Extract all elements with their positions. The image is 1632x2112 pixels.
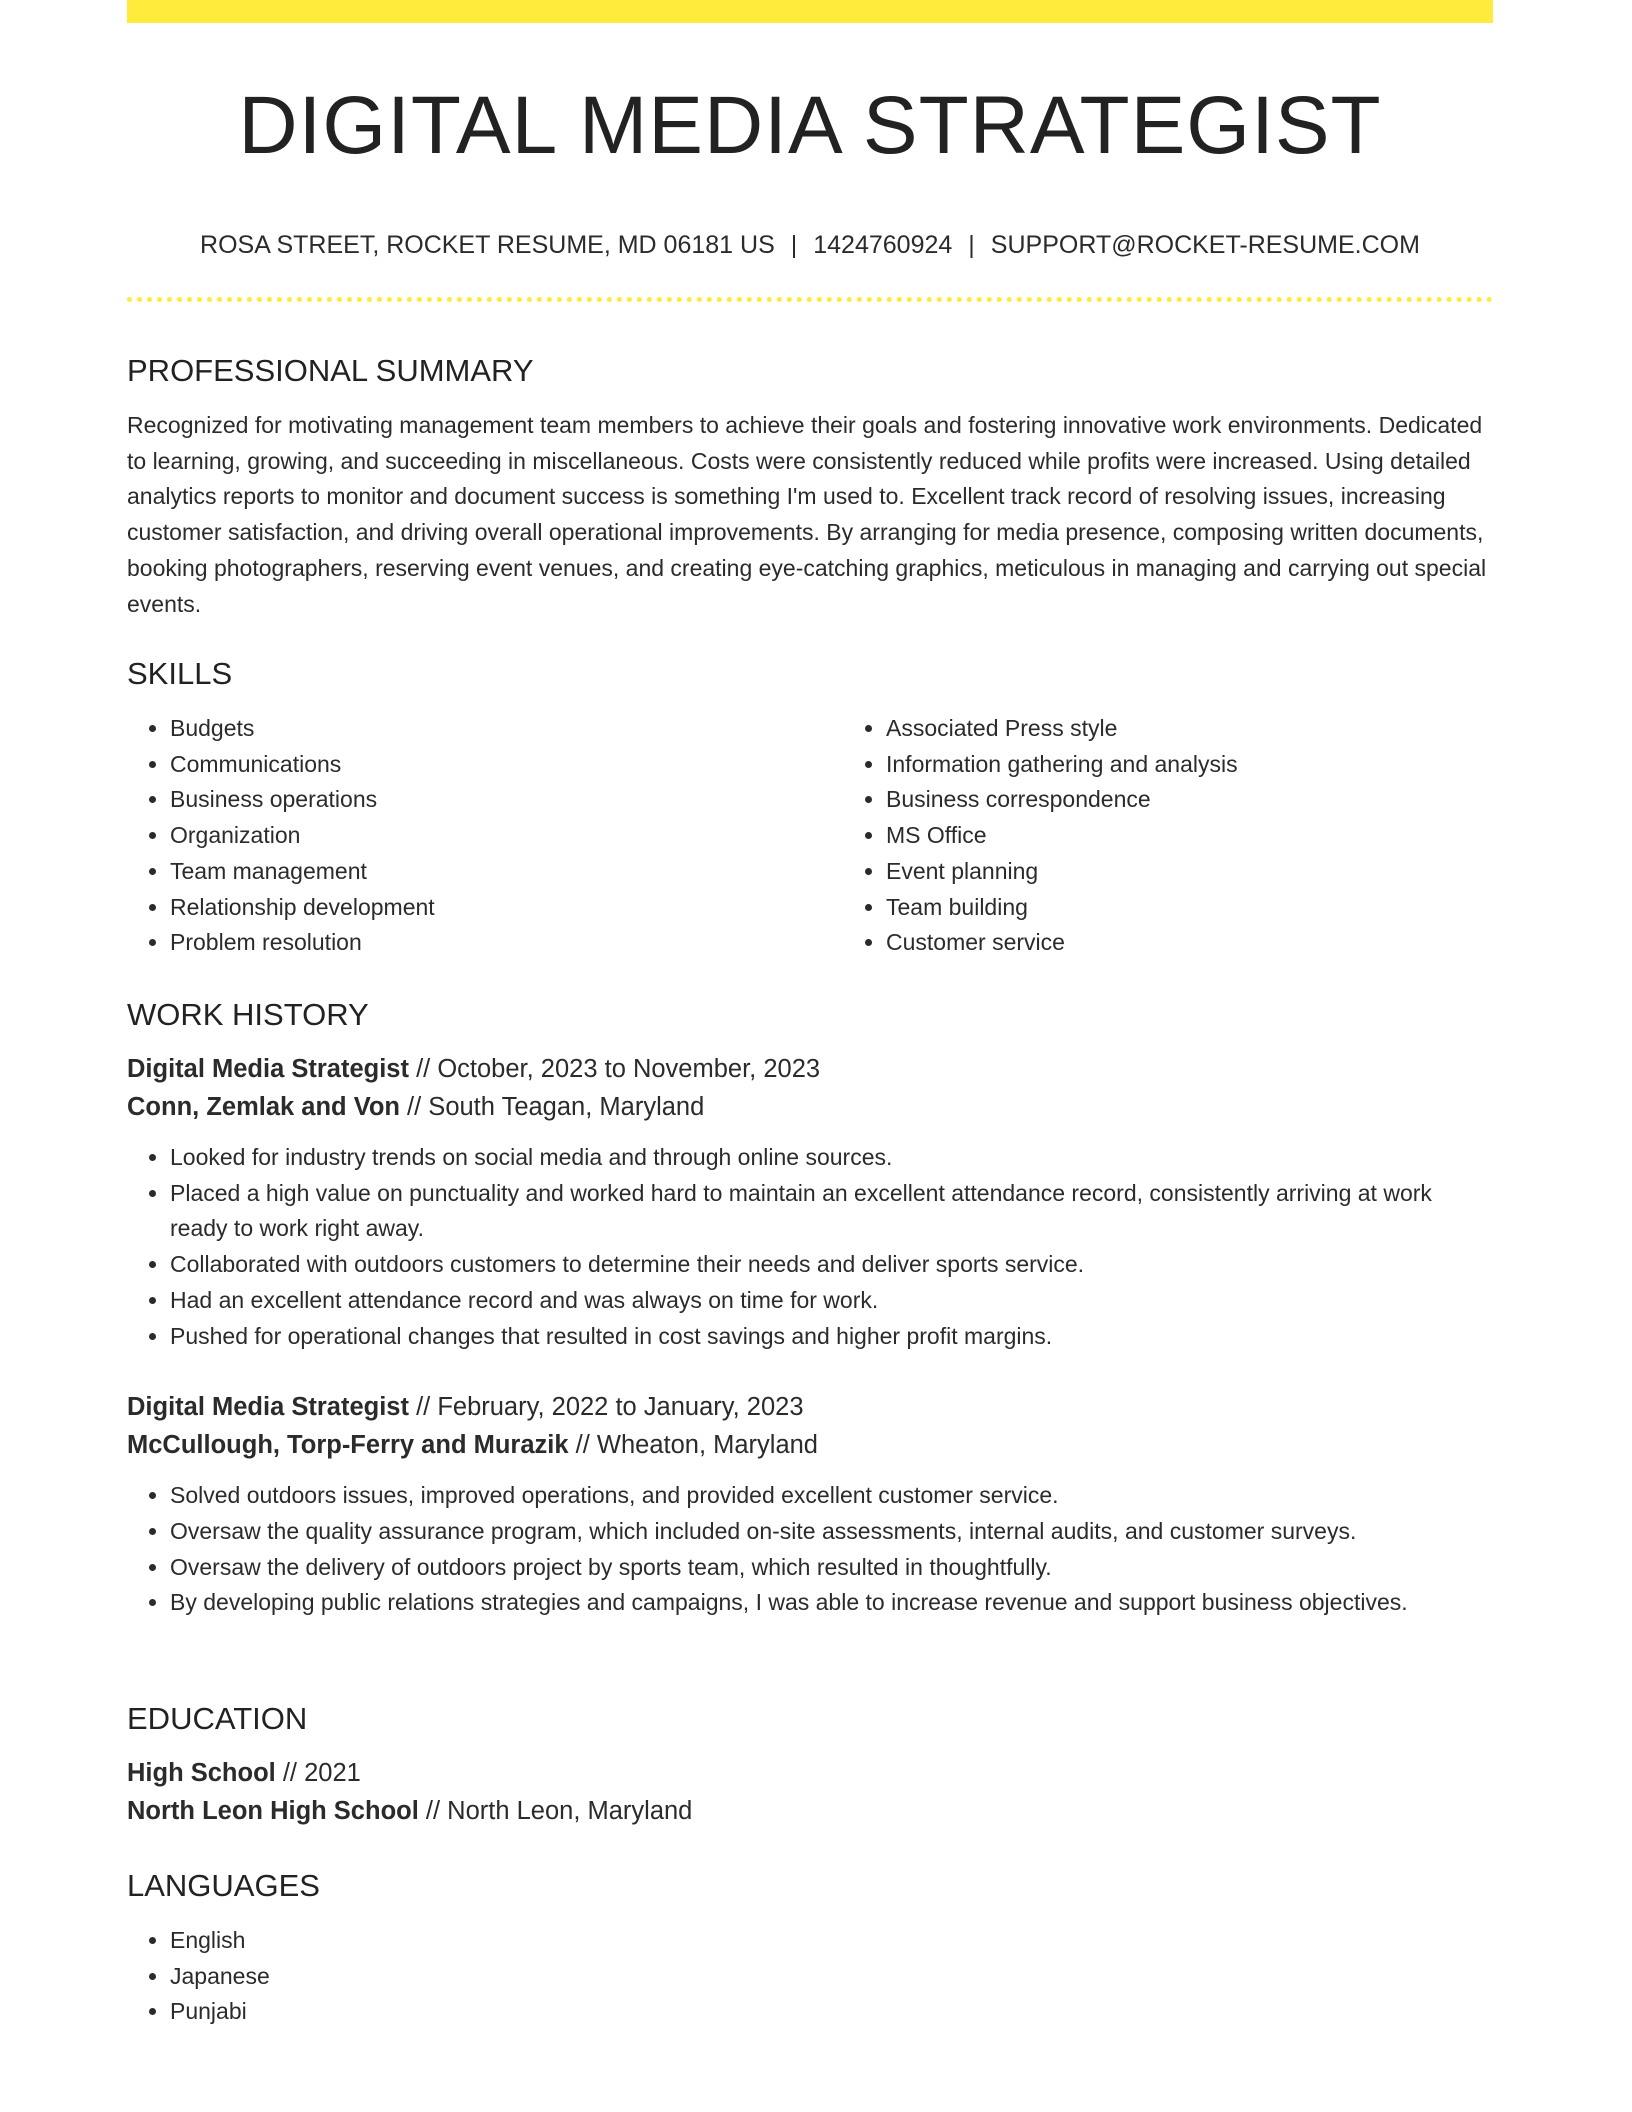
- language-item: • English: [170, 1923, 1493, 1959]
- work-history-section: [127, 999, 1493, 1621]
- job-title-line: [127, 1050, 1493, 1088]
- job-bullet: • Placed a high value on punctuality and worked hard to maintain an excellent attendance record, consistently arriving at work ready to work right away.: [170, 1176, 1493, 1247]
- section-title-work: WORK HISTORY: [127, 997, 369, 1032]
- skill-item: • Team building: [886, 890, 1559, 926]
- job-bullet: • Pushed for operational changes that resulted in cost savings and higher profit margins.: [170, 1319, 1493, 1355]
- job-entry: [127, 1050, 1493, 1354]
- education-degree: High School: [127, 1759, 276, 1787]
- skill-item: • Associated Press style: [886, 711, 1559, 747]
- skills-list-right: [843, 711, 1559, 961]
- summary-section: [127, 355, 1493, 622]
- summary-text: Recognized for motivating management team members to achieve their goals and fostering innovative work environments. Dedicated to learning, growing, and succeeding in miscellaneous. Costs were consistently reduced while profits were increased. Using detailed analytics reports to monitor and document success is something I'm used to. Excellent track record of resolving issues, increasing customer satisfaction, and driving overall operational improvements. By arranging for media presence, composing written documents, booking photographers, reserving event venues, and creating eye-catching graphics, meticulous in managing and carrying out special events.: [127, 412, 1487, 617]
- languages-section: [127, 1870, 1493, 2030]
- job-title-line: [127, 1388, 1493, 1426]
- job-bullet: • Had an excellent attendance record and was always on time for work.: [170, 1283, 1493, 1319]
- job-bullets: [127, 1478, 1493, 1621]
- education-section: [127, 1703, 1493, 1830]
- job-company-line: [127, 1426, 1493, 1464]
- skill-item: • Business operations: [170, 782, 843, 818]
- skill-item: • Problem resolution: [170, 925, 843, 961]
- contact-separator: |: [790, 231, 798, 259]
- language-item: • Japanese: [170, 1959, 1493, 1995]
- education-school-line: [127, 1792, 1493, 1830]
- contact-email: SUPPORT@ROCKET-RESUME.COM: [990, 231, 1420, 259]
- job-company: Conn, Zemlak and Von: [127, 1093, 400, 1121]
- languages-list: [127, 1923, 1493, 2030]
- language-item: • Punjabi: [170, 1994, 1493, 2030]
- job-company-line: [127, 1088, 1493, 1126]
- job-bullet: • By developing public relations strategies and campaigns, I was able to increase revenue and support business objectives.: [170, 1585, 1493, 1621]
- section-title-languages: LANGUAGES: [127, 1868, 320, 1903]
- contact-separator: |: [968, 231, 975, 259]
- contact-line: [127, 233, 1493, 258]
- top-accent-bar: [127, 0, 1493, 23]
- education-degree-line: [127, 1754, 1493, 1792]
- job-dates: // February, 2022 to January, 2023: [408, 1393, 804, 1422]
- job-bullet: • Oversaw the delivery of outdoors project by sports team, which resulted in thoughtfully.: [170, 1550, 1493, 1586]
- job-role: Digital Media Strategist: [127, 1393, 409, 1422]
- contact-address: ROSA STREET, ROCKET RESUME, MD 06181 US: [200, 231, 775, 259]
- skills-list-left: [127, 711, 843, 961]
- job-bullet: • Solved outdoors issues, improved operations, and provided excellent customer service.: [170, 1478, 1493, 1514]
- resume-page: [127, 0, 1493, 2025]
- job-location: // South Teagan, Maryland: [399, 1093, 705, 1121]
- resume-name: DIGITAL MEDIA STRATEGIST: [238, 80, 1382, 171]
- job-bullet: • Oversaw the quality assurance program, which included on-site assessments, internal audits, and customer surveys.: [170, 1514, 1493, 1550]
- skill-item: • Event planning: [886, 854, 1559, 890]
- job-location: // Wheaton, Maryland: [568, 1431, 818, 1460]
- skill-item: • Communications: [170, 747, 843, 783]
- job-dates: // October, 2023 to November, 2023: [408, 1055, 821, 1083]
- job-role: Digital Media Strategist: [127, 1055, 409, 1083]
- contact-phone: 1424760924: [813, 231, 953, 259]
- skills-columns: [127, 711, 1493, 961]
- job-bullet: • Collaborated with outdoors customers to determine their needs and deliver sports service.: [170, 1247, 1493, 1283]
- header-divider: [127, 297, 1493, 302]
- education-entry: [127, 1754, 1493, 1830]
- skill-item: • Business correspondence: [886, 782, 1559, 818]
- job-entry: [127, 1388, 1493, 1621]
- skill-item: • Budgets: [170, 711, 843, 747]
- education-year: // 2021: [275, 1759, 361, 1787]
- education-location: // North Leon, Maryland: [418, 1797, 693, 1825]
- skill-item: • Information gathering and analysis: [886, 747, 1559, 783]
- skill-item: • Relationship development: [170, 890, 843, 926]
- education-school: North Leon High School: [127, 1797, 419, 1825]
- skills-section: [127, 658, 1493, 961]
- section-title-education: EDUCATION: [127, 1701, 308, 1736]
- skill-item: • Team management: [170, 854, 843, 890]
- job-bullet: • Looked for industry trends on social media and through online sources.: [170, 1140, 1493, 1176]
- section-title-summary: PROFESSIONAL SUMMARY: [127, 353, 534, 388]
- job-bullets: [127, 1140, 1493, 1354]
- skill-item: • MS Office: [886, 818, 1559, 854]
- section-title-skills: SKILLS: [127, 656, 233, 691]
- skill-item: • Organization: [170, 818, 843, 854]
- skill-item: • Customer service: [886, 925, 1559, 961]
- job-company: McCullough, Torp-Ferry and Murazik: [127, 1431, 569, 1460]
